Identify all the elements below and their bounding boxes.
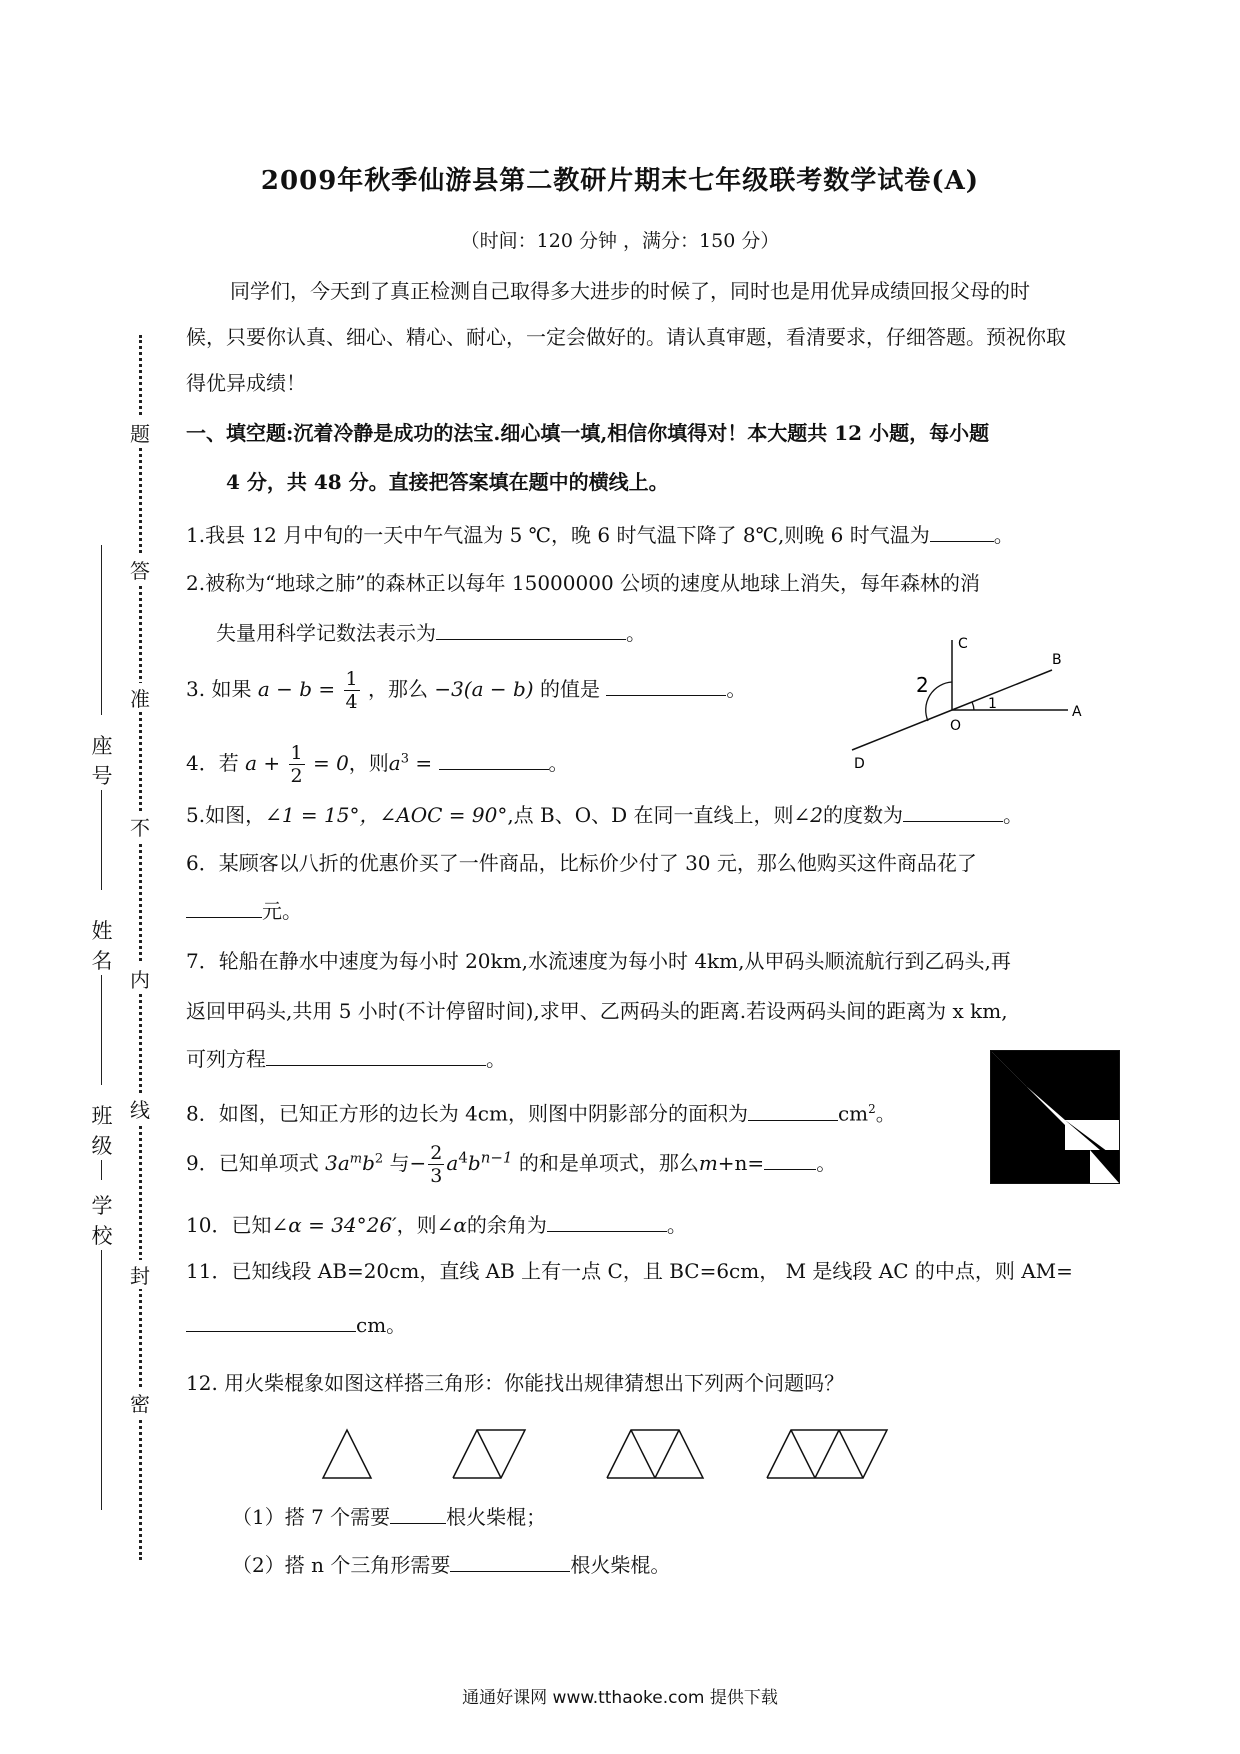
seal-char: 准: [128, 683, 152, 712]
label-a: A: [1072, 704, 1082, 720]
question-6: 6．某顾客以八折的优惠价买了一件商品，比标价少付了 30 元，那么他购买这件商品花了: [186, 851, 977, 875]
answer-blank-7[interactable]: [266, 1045, 486, 1066]
question-11: 11．已知线段 AB=20cm，直线 AB 上有一点 C，且 BC=6cm， M 是线段 AC 的中点，则 AM=: [186, 1259, 1073, 1283]
question-12-part2: （2）搭 n 个三角形需要 根火柴棍。: [232, 1553, 671, 1577]
matchstick-triangles-figure: [315, 1418, 940, 1488]
label-2: 2: [916, 673, 929, 697]
answer-blank-5[interactable]: [903, 801, 1003, 822]
intro-text: 同学们，今天到了真正检测自己取得多大进步的时候了，同时也是用优异成绩回报父母的时候，只要你认真、细心、精心、耐心，一定会做好的。请认真审题，看清要求，仔细答题。预祝你取得优异成绩！: [186, 279, 1066, 395]
fraction: $\frac{1}{4}$: [345, 668, 358, 713]
info-line: [101, 1250, 102, 1510]
angle-figure: [840, 630, 1090, 780]
question-5: 5.如图，∠1 = 15°，∠AOC = 90°,点 B、O、D 在同一直线上，则∠2的度数为 。: [186, 803, 1024, 827]
info-line: [101, 1160, 102, 1180]
question-1: 1.我县 12 月中旬的一天中午气温为 5 ℃，晚 6 时气温下降了 8℃,则晚 6 时气温为 。: [186, 523, 1014, 547]
dotted-seal-line: [139, 335, 142, 1560]
label-1: 1: [988, 696, 997, 712]
answer-blank-11[interactable]: [186, 1311, 356, 1332]
page-footer: 通通好课网 www.tthaoke.com 提供下载: [462, 1688, 778, 1708]
seal-char: 封: [128, 1260, 152, 1289]
ray-ob: [952, 670, 1052, 710]
white-right: [1065, 1120, 1119, 1150]
triangle-group-1: [323, 1430, 371, 1478]
question-7-cont2: 可列方程 。: [186, 1047, 506, 1071]
label-b: B: [1052, 652, 1062, 668]
section1-heading-cont: 4 分，共 48 分。直接把答案填在题中的横线上。: [226, 470, 669, 494]
answer-blank-1[interactable]: [930, 521, 994, 542]
question-6-cont: 元。: [186, 896, 302, 926]
angle-arc-1: [972, 702, 974, 710]
fraction: $\frac{2}{3}$: [430, 1142, 443, 1187]
answer-blank-3[interactable]: [606, 675, 726, 696]
answer-blank-2[interactable]: [436, 619, 626, 640]
question-8: 8．如图，已知正方形的边长为 4cm，则图中阴影部分的面积为 $cm^2$。: [186, 1101, 896, 1126]
fraction: $\frac{1}{2}$: [290, 742, 303, 787]
label-d: D: [854, 756, 865, 772]
info-line: [101, 545, 102, 715]
exam-title: 2009年秋季仙游县第二教研片期末七年级联考数学试卷(A): [260, 166, 980, 196]
answer-blank-9[interactable]: [764, 1149, 816, 1170]
question-2: 2.被称为“地球之肺”的森林正以每年 15000000 公顷的速度从地球上消失，每年森林的消: [186, 571, 981, 595]
question-9: 9．已知单项式 $3a^mb^2$ 与− $\frac{2}{3}$ $a^4b^{n-1}$ 的和是单项式，那么m+n= 。: [186, 1142, 837, 1187]
question-12-part1: （1）搭 7 个需要 根火柴棍；: [232, 1505, 547, 1529]
question-4: 4．若 a + $\frac{1}{2}$ = 0，则$a^3$ = 。: [186, 742, 569, 787]
seal-char: 答: [128, 555, 152, 584]
ray-od: [852, 710, 952, 750]
question-7: 7．轮船在静水中速度为每小时 20km,水流速度为每小时 4km,从甲码头顺流航行到乙码头,再: [186, 949, 1011, 973]
label-c: C: [958, 636, 968, 652]
name-label: 姓名: [91, 919, 113, 973]
answer-blank-8[interactable]: [748, 1100, 838, 1121]
label-o: O: [950, 718, 962, 734]
seal-char: 题: [128, 418, 152, 447]
question-2-cont: 失量用科学记数法表示为 。: [216, 621, 646, 645]
shaded-square-figure: [990, 1050, 1120, 1184]
answer-blank-12b[interactable]: [450, 1551, 570, 1572]
school-label: 学校: [91, 1194, 113, 1248]
seal-char: 密: [128, 1388, 152, 1417]
info-line: [101, 790, 102, 890]
answer-blank-10[interactable]: [547, 1211, 667, 1232]
seal-char: 内: [128, 964, 152, 993]
seal-char: 线: [128, 1094, 152, 1123]
question-10: 10．已知∠α = 34°26′，则∠α的余角为 。: [186, 1213, 687, 1237]
question-12: 12. 用火柴棍象如图这样搭三角形：你能找出规律猜想出下列两个问题吗？: [186, 1371, 845, 1395]
info-line: [101, 975, 102, 1085]
exam-subtitle: （时间：120 分钟 ，满分：150 分）: [460, 230, 780, 252]
section1-heading: 一、填空题:沉着冷静是成功的法宝.细心填一填,相信你填得对！本大题共 12 小题，每小题: [186, 421, 990, 445]
intro-paragraph: [186, 268, 1066, 406]
question-11-cont: cm。: [186, 1310, 406, 1340]
class-label: 班级: [91, 1104, 113, 1158]
question-3: 3. 如果 a − b = $\frac{1}{4}$ ，那么 −3(a − b) 的值是 。: [186, 668, 747, 713]
answer-blank-12a[interactable]: [390, 1503, 446, 1524]
question-7-cont: 返回甲码头,共用 5 小时(不计停留时间),求甲、乙两码头的距离.若设两码头间的距离为 x km,: [186, 999, 1008, 1023]
triangle-group-3: [607, 1430, 703, 1478]
seal-char: 不: [128, 812, 152, 841]
seat-number-label: 座号: [91, 734, 113, 788]
answer-blank-4[interactable]: [439, 749, 549, 770]
answer-blank-6[interactable]: [186, 897, 262, 918]
